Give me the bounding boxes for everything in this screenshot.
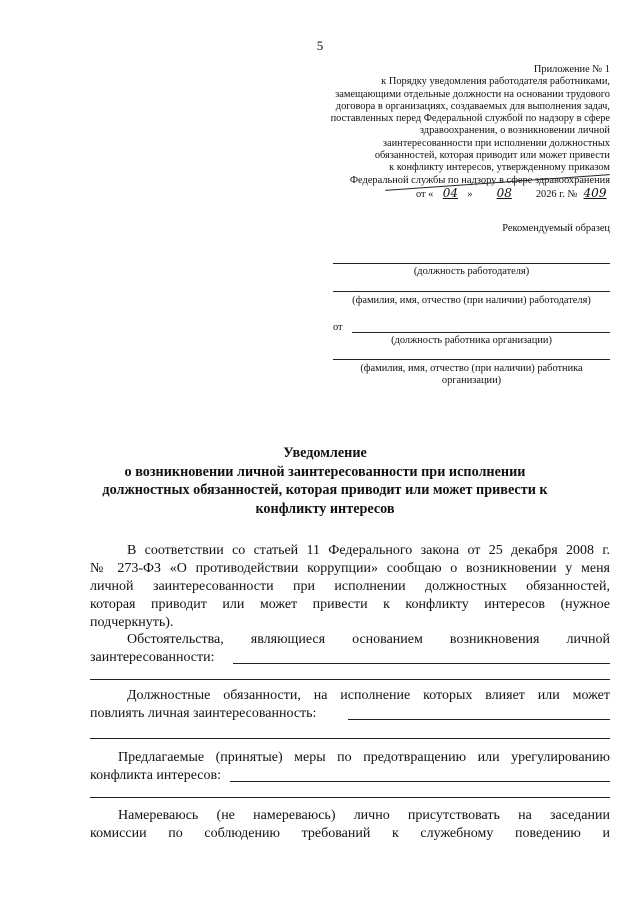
para4-line1: Предлагаемые (принятые) меры по предотвращению или урегулированию <box>118 750 610 765</box>
appendix-line: к конфликту интересов, утвержденному приказом <box>389 162 610 174</box>
appendix-line: заинтересованности при исполнении должностных <box>382 137 610 149</box>
date-year: 2026 г. № <box>535 188 578 200</box>
employer-name-caption: (фамилия, имя, отчество (при наличии) работодателя) <box>352 295 591 306</box>
employee-position-caption: (должность работника организации) <box>391 335 552 346</box>
date-prefix: от « <box>415 188 434 200</box>
para1-line1: В соответствии со статьей 11 Федерального закона от 25 декабря 2008 г. <box>127 543 610 558</box>
para3-line1: Должностные обязанности, на исполнение которых влияет или может <box>127 688 610 703</box>
from-label: от <box>333 322 343 333</box>
employee-name-line <box>333 359 610 360</box>
appendix-line: Федеральной службы по надзору в сфере здравоохранения <box>349 174 610 186</box>
page-number: 5 <box>316 38 324 53</box>
para4-line2: конфликта интересов: <box>90 768 221 783</box>
para5-line2: комиссии по соблюдению требований к служебному поведению и <box>90 826 610 841</box>
date-month-handwritten: 08 <box>496 185 512 200</box>
recommended-sample-label: Рекомендуемый образец <box>502 223 610 234</box>
appendix-title: Приложение № 1 <box>533 64 610 75</box>
employee-name-caption-line2: организации) <box>441 375 502 386</box>
title-line4: конфликту интересов <box>255 500 395 517</box>
order-number-handwritten: 409 <box>583 185 607 200</box>
para1-line4: которая приводит или может привести к конфликту интересов (нужное <box>90 597 610 612</box>
employee-name-caption <box>333 363 610 387</box>
para4-answer-line <box>230 781 610 782</box>
para2-line2: заинтересованности: <box>90 650 215 665</box>
para1-line3: личной заинтересованности при исполнении должностных обязанностей, <box>90 579 610 594</box>
document-title <box>80 444 570 518</box>
para3-line2: повлиять личная заинтересованность: <box>90 706 317 721</box>
appendix-line: поставленных перед Федеральной службой по надзору в сфере <box>330 113 610 125</box>
para1-line5: подчеркнуть). <box>90 615 174 630</box>
employee-name-caption-line1: (фамилия, имя, отчество (при наличии) работника <box>360 363 583 374</box>
appendix-line: замещающими отдельные должности на основании трудового <box>335 88 610 100</box>
date-sep: » <box>467 188 473 200</box>
para3-answer-line <box>348 719 610 720</box>
employer-name-line <box>333 291 610 292</box>
title-line1: Уведомление <box>283 445 367 461</box>
para5-line1: Намереваюсь (не намереваюсь) лично присутствовать на заседании <box>118 808 610 823</box>
date-day-handwritten: 04 <box>442 185 459 200</box>
employer-position-caption: (должность работодателя) <box>413 266 530 277</box>
appendix-header <box>290 64 610 201</box>
title-line2: о возникновении личной заинтересованности при исполнении <box>124 463 526 480</box>
para3-answer-line-2 <box>90 738 610 739</box>
title-line3: должностных обязанностей, которая приводит или может привести к <box>102 482 548 498</box>
appendix-date-line <box>290 187 610 201</box>
para1-line2: № 273-ФЗ «О противодействии коррупции» сообщаю о возникновении у меня <box>90 561 610 576</box>
para2-line1: Обстоятельства, являющиеся основанием возникновения личной <box>127 632 610 647</box>
appendix-line: договора в организациях, создаваемых для выполнения задач, <box>335 100 610 112</box>
para2-answer-line <box>233 663 610 664</box>
appendix-line: к Порядку уведомления работодателя работниками, <box>381 76 610 88</box>
employer-position-line <box>333 263 610 264</box>
appendix-line: обязанностей, которая приводит или может привести <box>374 150 610 162</box>
employee-position-line <box>352 332 610 333</box>
para4-answer-line-2 <box>90 797 610 798</box>
para2-answer-line-2 <box>90 679 610 680</box>
appendix-line: здравоохранения, о возникновении личной <box>419 125 610 137</box>
